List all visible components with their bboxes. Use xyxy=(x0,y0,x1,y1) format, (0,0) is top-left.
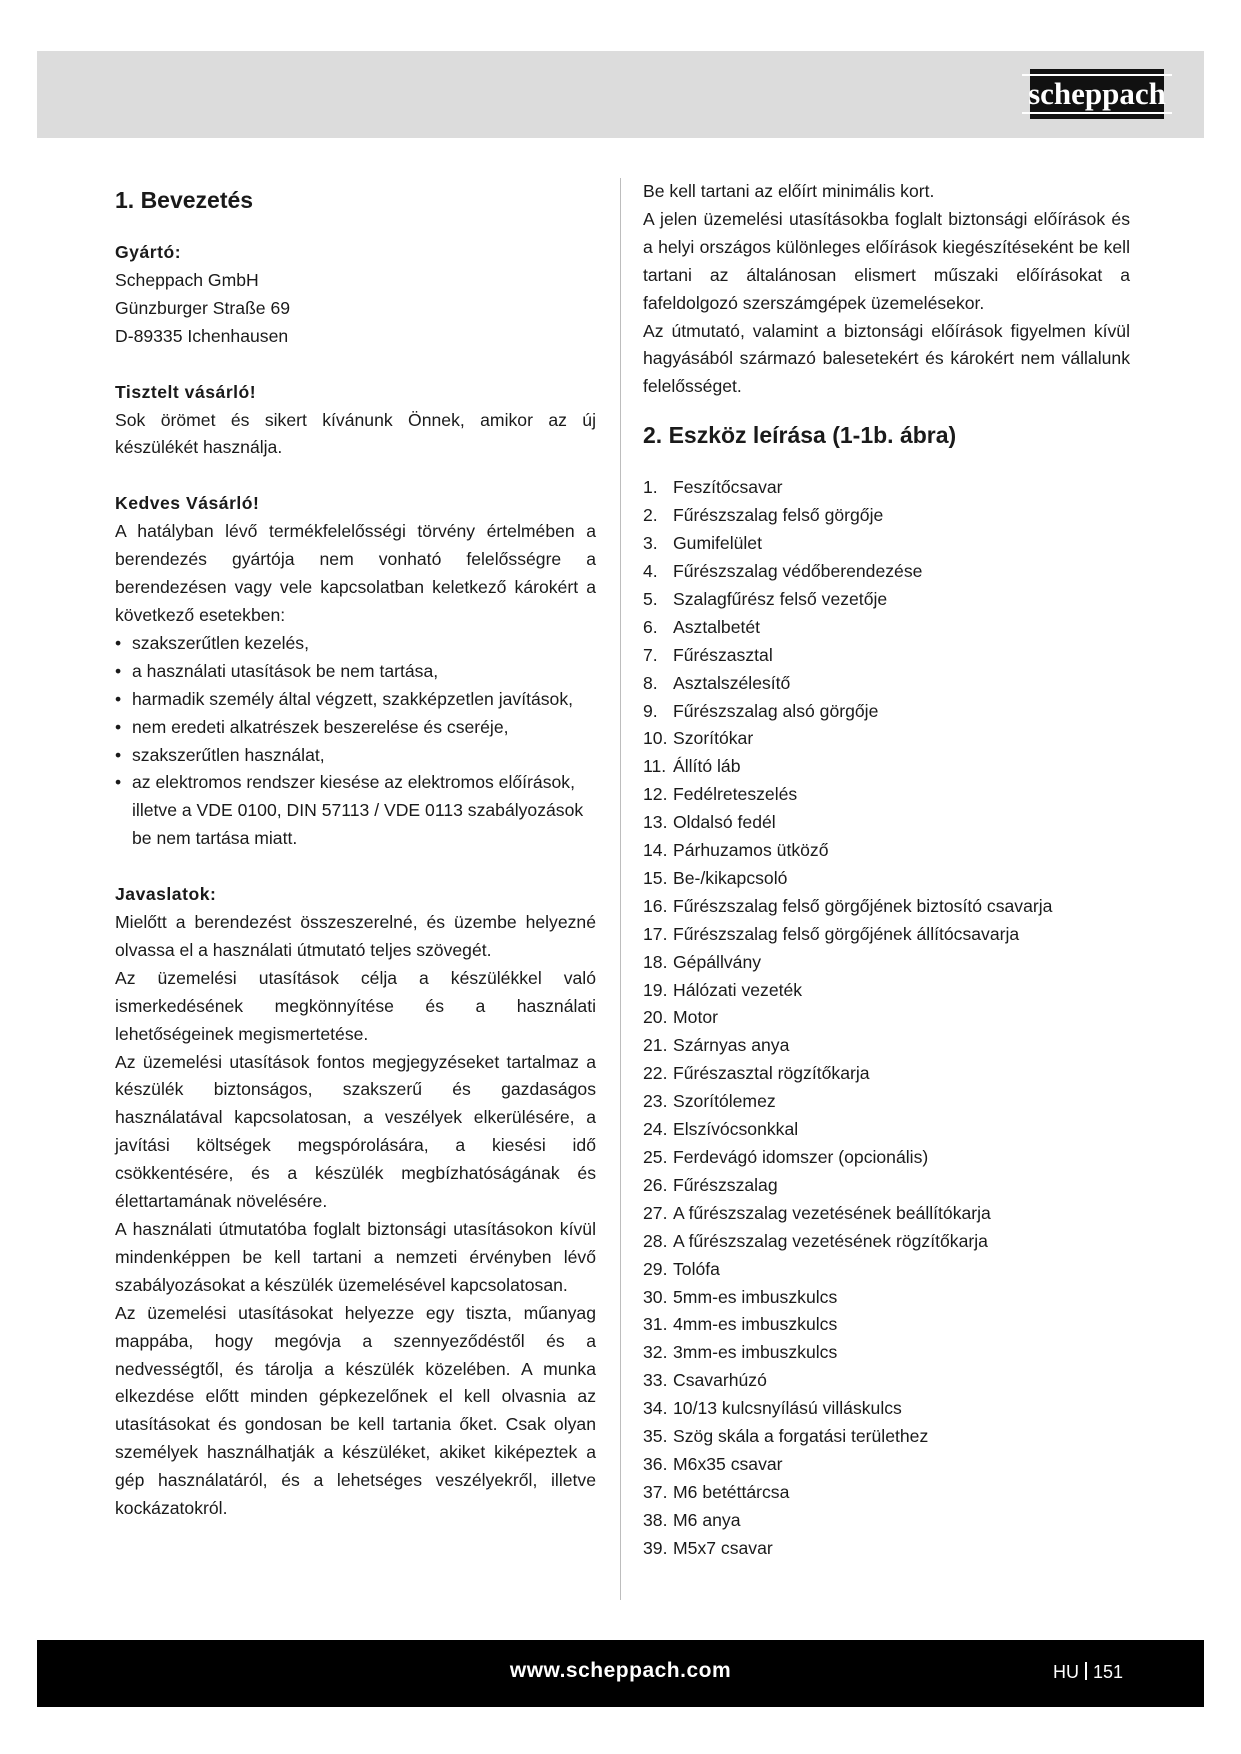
list-item xyxy=(643,1367,1130,1395)
list-item xyxy=(643,1172,1130,1200)
page-number-value: 151 xyxy=(1092,1662,1123,1682)
list-item xyxy=(643,1116,1130,1144)
part-number: 29. xyxy=(643,1258,668,1279)
footer-band xyxy=(37,1640,1204,1707)
intro-paragraph: Az útmutató, valamint a biztonsági előírások figyelmen kívül hagyásából származó balesetekért és károkért nem vállalunk felelősséget. xyxy=(643,320,1130,397)
list-item xyxy=(643,1311,1130,1339)
part-name: Fűrészszalag felső görgőjének állítócsavarja xyxy=(673,923,1020,944)
list-item xyxy=(643,1423,1130,1451)
part-number: 26. xyxy=(643,1174,668,1195)
liability-exclusion-list xyxy=(115,630,596,853)
part-number: 10. xyxy=(643,728,668,749)
list-item: • a használati utasítások be nem tartása, xyxy=(115,658,596,686)
list-item xyxy=(643,586,1130,614)
part-name: Motor xyxy=(673,1007,718,1028)
part-name: Fedélreteszelés xyxy=(673,784,798,805)
part-number: 12. xyxy=(643,784,668,805)
part-number: 11. xyxy=(643,756,667,777)
part-name: Fűrészszalag xyxy=(673,1174,778,1195)
part-number: 1. xyxy=(643,477,658,498)
part-name: Fűrészszalag alsó görgője xyxy=(673,700,879,721)
list-item xyxy=(643,1032,1130,1060)
left-column xyxy=(115,178,596,1523)
list-item xyxy=(643,949,1130,977)
page-number xyxy=(1053,1662,1123,1683)
dear-customer-text: Sok örömet és sikert kívánunk Önnek, amikor az új készülékét használja. xyxy=(115,409,596,458)
part-name: Fűrészasztal xyxy=(673,644,773,665)
part-number: 19. xyxy=(643,979,668,1000)
recommendation-paragraph: Mielőtt a berendezést összeszerelné, és üzembe helyezné olvassa el a használati útmutató teljes szövegét. xyxy=(115,912,596,960)
list-item xyxy=(643,698,1130,726)
list-item xyxy=(643,474,1130,502)
list-item xyxy=(643,921,1130,949)
list-item xyxy=(643,781,1130,809)
part-name: Asztalszélesítő xyxy=(673,672,791,693)
part-number: 14. xyxy=(643,840,668,861)
manufacturer-line: Scheppach GmbH xyxy=(115,269,259,290)
part-name: Fűrészszalag felső görgője xyxy=(673,505,884,526)
list-item xyxy=(643,1507,1130,1535)
list-item xyxy=(643,1395,1130,1423)
recommendation-paragraph: Az üzemelési utasítások fontos megjegyzéseket tartalmaz a készülék biztonságos, szakszerű és gazdaságos használatával kapcsolatosan, a veszélyek elkerülésére, a javítási költségek megspórolására, a kiesési idő csökkentésére, és a készülék megbízhatóságának és élettartamának növelésére. xyxy=(115,1051,596,1212)
part-name: Be-/kikapcsoló xyxy=(673,867,788,888)
list-item xyxy=(643,614,1130,642)
list-item xyxy=(643,725,1130,753)
list-item xyxy=(643,530,1130,558)
part-name: A fűrészszalag vezetésének rögzítőkarja xyxy=(673,1230,988,1251)
part-number: 2. xyxy=(643,505,658,526)
part-name: Fűrészszalag védőberendezése xyxy=(673,560,923,581)
manufacturer-label: Gyártó: xyxy=(115,242,182,262)
manufacturer-line: D-89335 Ichenhausen xyxy=(115,325,289,346)
part-number: 24. xyxy=(643,1119,668,1140)
intro-paragraph: A jelen üzemelési utasításokba foglalt biztonsági előírások és a helyi országos különleges előírások kiegészítéseként be kell tartani az általánosan elismert műszaki előírásokat a fafeldolgozó szerszámgépek üzemelésekor. xyxy=(643,208,1130,313)
part-number: 17. xyxy=(643,923,668,944)
list-item xyxy=(643,670,1130,698)
part-name: Állító láb xyxy=(673,756,741,777)
list-item xyxy=(643,1004,1130,1032)
recommendations-label: Javaslatok: xyxy=(115,884,217,905)
part-name: Szalagfűrész felső vezetője xyxy=(673,588,888,609)
part-name: Tolófa xyxy=(673,1258,720,1279)
list-item xyxy=(643,502,1130,530)
part-name: Szorítókar xyxy=(673,728,754,749)
recommendation-paragraph: Az üzemelési utasításokat helyezze egy tiszta, műanyag mappába, hogy megóvja a szennyeződéstől és a nedvességtől, és tárolja a készülék közelében. A munka elkezdése előtt minden gépkezelőnek el kell olvasnia az utasításokat és gondosan be kell tartania őket. Csak olyan személyek használhatják a készüléket, akiket kiképeztek a gép használatáról, és a lehetséges veszélyekről, illetve kockázatokról. xyxy=(115,1302,596,1519)
part-number: 32. xyxy=(643,1342,668,1363)
part-name: 5mm-es imbuszkulcs xyxy=(673,1286,838,1307)
part-number: 27. xyxy=(643,1202,668,1223)
part-number: 37. xyxy=(643,1481,668,1502)
list-item: • harmadik személy által végzett, szakképzetlen javítások, xyxy=(115,686,596,714)
part-name: 4mm-es imbuszkulcs xyxy=(673,1314,838,1335)
right-column xyxy=(643,178,1130,1563)
list-item xyxy=(643,1284,1130,1312)
list-item: • szakszerűtlen használat, xyxy=(115,742,596,770)
list-item xyxy=(643,1535,1130,1563)
recommendation-paragraph: Az üzemelési utasítások célja a készülékkel való ismerkedésének megkönnyítése és a használati lehetőségeinek megismertetése. xyxy=(115,967,596,1044)
part-name: Ferdevágó idomszer (opcionális) xyxy=(673,1147,929,1167)
list-item xyxy=(643,893,1130,921)
website-link[interactable]: www.scheppach.com xyxy=(509,1659,732,1682)
part-number: 38. xyxy=(643,1509,668,1530)
part-number: 21. xyxy=(643,1035,668,1056)
intro-paragraph: Be kell tartani az előírt minimális kort. xyxy=(643,181,935,201)
part-number: 25. xyxy=(643,1147,668,1167)
part-number: 6. xyxy=(643,616,658,637)
header-band xyxy=(37,51,1204,138)
part-number: 22. xyxy=(643,1063,668,1084)
part-name: M6 betéttárcsa xyxy=(673,1481,790,1502)
part-name: Gépállvány xyxy=(673,951,762,972)
part-number: 16. xyxy=(643,895,668,916)
part-name: Asztalbetét xyxy=(673,616,761,637)
section-heading-device-description: 2. Eszköz leírása (1-1b. ábra) xyxy=(643,422,957,449)
dear-customer-label: Tisztelt vásárló! xyxy=(115,381,257,402)
list-item xyxy=(643,558,1130,586)
part-number: 4. xyxy=(643,560,658,581)
part-number: 3. xyxy=(643,533,658,554)
part-name: Szorítólemez xyxy=(673,1091,776,1112)
part-number: 5. xyxy=(643,588,658,609)
part-number: 20. xyxy=(643,1007,668,1028)
separator xyxy=(1085,1662,1087,1680)
scheppach-logo: scheppach xyxy=(1030,69,1164,119)
part-number: 31. xyxy=(643,1314,668,1335)
section-heading-introduction: 1. Bevezetés xyxy=(115,187,254,213)
part-number: 18. xyxy=(643,951,668,972)
list-item xyxy=(643,1451,1130,1479)
part-name: Fűrészszalag felső görgőjének biztosító csavarja xyxy=(673,895,1053,916)
list-item xyxy=(643,1200,1130,1228)
list-item xyxy=(643,837,1130,865)
part-number: 15. xyxy=(643,867,668,888)
parts-list xyxy=(643,474,1130,1562)
part-name: Oldalsó fedél xyxy=(673,812,776,833)
part-number: 33. xyxy=(643,1370,668,1391)
recommendation-paragraph: A használati útmutatóba foglalt biztonsági utasításokon kívül mindenképpen be kell tartani a nemzeti érvényben lévő szabályozásokat a készülék üzemelésével kapcsolatosan. xyxy=(115,1219,596,1295)
list-item xyxy=(643,753,1130,781)
part-number: 30. xyxy=(643,1286,668,1307)
kind-buyer-text: A hatályban lévő termékfelelősségi törvény értelmében a berendezés gyártója nem vonható felelősségre a berendezésen vagy vele kapcsolatban keletkező károkért a következő esetekben: xyxy=(115,521,596,625)
list-item xyxy=(643,1256,1130,1284)
part-number: 36. xyxy=(643,1453,668,1474)
part-name: 10/13 kulcsnyílású villáskulcs xyxy=(673,1398,902,1419)
part-name: M6x35 csavar xyxy=(673,1453,783,1474)
column-divider xyxy=(620,178,621,1600)
kind-buyer-label: Kedves Vásárló! xyxy=(115,493,260,514)
manufacturer-line: Günzburger Straße 69 xyxy=(115,297,291,318)
list-item xyxy=(643,1088,1130,1116)
part-name: Elszívócsonkkal xyxy=(673,1119,799,1140)
part-name: Párhuzamos ütköző xyxy=(673,840,829,861)
list-item xyxy=(643,977,1130,1005)
part-name: 3mm-es imbuszkulcs xyxy=(673,1342,838,1363)
part-name: Szög skála a forgatási területhez xyxy=(673,1426,929,1447)
list-item xyxy=(643,1479,1130,1507)
part-name: Gumifelület xyxy=(673,533,762,554)
list-item xyxy=(643,1060,1130,1088)
list-item xyxy=(643,809,1130,837)
language-code: HU xyxy=(1052,1662,1079,1682)
part-number: 8. xyxy=(643,672,658,693)
list-item xyxy=(643,865,1130,893)
part-number: 7. xyxy=(643,644,658,665)
list-item: • nem eredeti alkatrészek beszerelése és cseréje, xyxy=(115,714,596,742)
part-number: 28. xyxy=(643,1230,668,1251)
part-number: 34. xyxy=(643,1398,668,1419)
list-item: • szakszerűtlen kezelés, xyxy=(115,630,596,658)
part-name: Fűrészasztal rögzítőkarja xyxy=(673,1063,870,1084)
list-item xyxy=(643,1228,1130,1256)
part-name: Hálózati vezeték xyxy=(673,979,803,1000)
part-number: 23. xyxy=(643,1091,668,1112)
part-name: Feszítőcsavar xyxy=(673,477,783,498)
part-name: M6 anya xyxy=(673,1509,741,1530)
list-item xyxy=(643,1144,1130,1172)
part-name: Szárnyas anya xyxy=(673,1035,790,1056)
part-number: 35. xyxy=(643,1426,668,1447)
list-item xyxy=(643,1339,1130,1367)
list-item xyxy=(643,642,1130,670)
part-number: 13. xyxy=(643,812,668,833)
part-name: Csavarhúzó xyxy=(673,1370,767,1391)
part-number: 39. xyxy=(643,1537,668,1558)
part-number: 9. xyxy=(643,700,658,721)
part-name: M5x7 csavar xyxy=(673,1537,773,1558)
list-item: • az elektromos rendszer kiesése az elektromos előírások, illetve a VDE 0100, DIN 57113 / VDE 0113 szabályozások be nem tartása miatt. xyxy=(115,769,596,853)
part-name: A fűrészszalag vezetésének beállítókarja xyxy=(673,1202,991,1223)
